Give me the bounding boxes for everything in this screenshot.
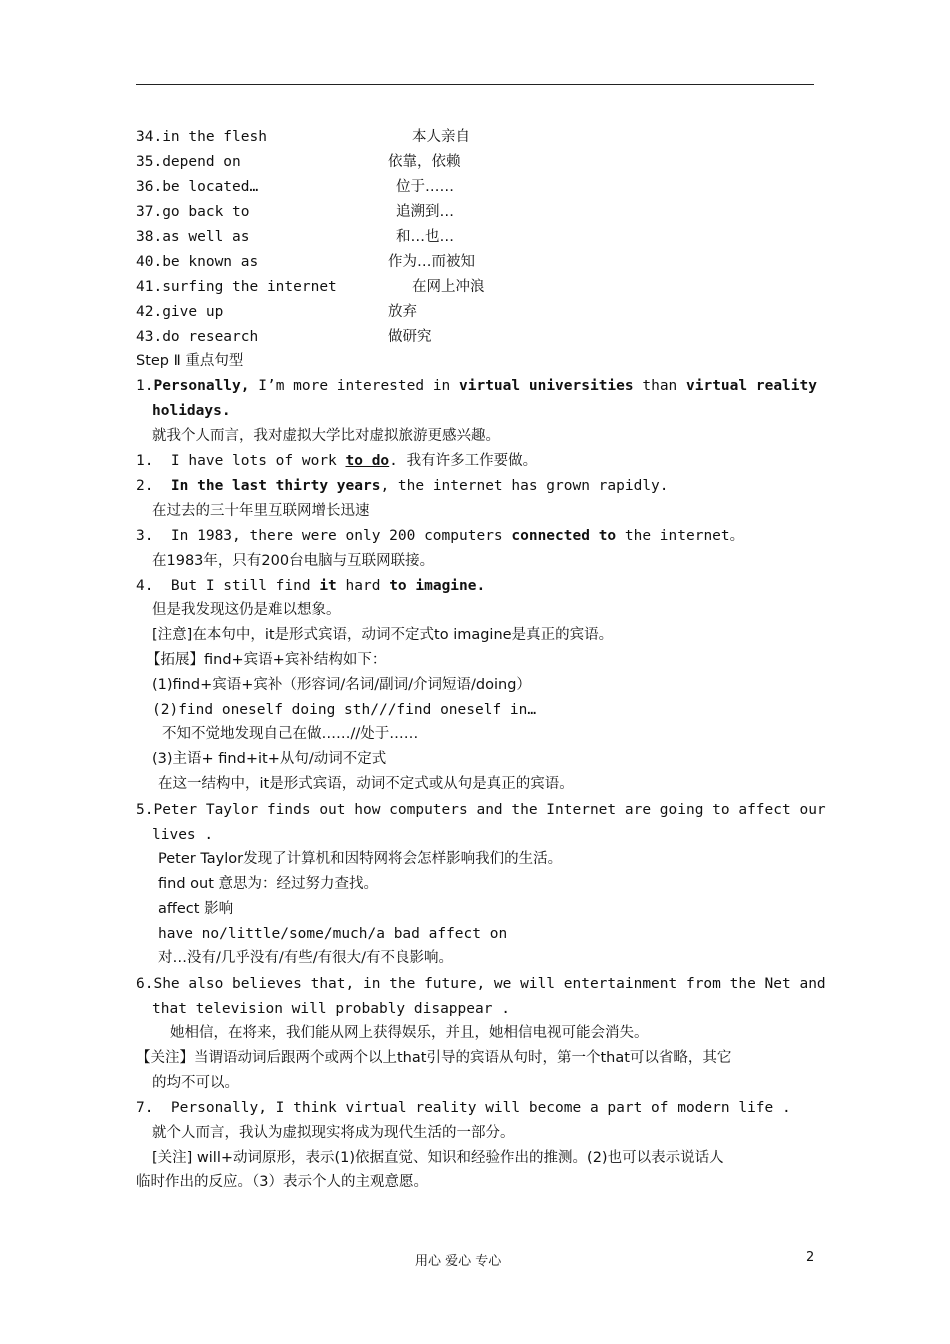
phrase-english: 38.as well as — [136, 229, 250, 245]
sentence-5-translation: Peter Taylor发现了计算机和因特网将会怎样影响我们的生活。 — [158, 851, 563, 867]
phrase-english: 36.be located… — [136, 179, 259, 195]
sentence-4-ext-1: (1)find+宾语+宾补（形容词/名词/副词/介词短语/doing） — [152, 677, 531, 693]
sentence-4-ext-3: (3)主语+ find+it+从句/动词不定式 — [152, 751, 387, 767]
phrase-chinese: 追溯到… — [396, 204, 454, 220]
phrase-english: 42.give up — [136, 304, 224, 320]
sentence-4: 4. But I still find it hard to imagine. — [136, 578, 486, 594]
sentence-5-note-4: 对…没有/几乎没有/有些/有很大/有不良影响。 — [158, 950, 454, 966]
sentence-5-note-2: affect 影响 — [158, 901, 234, 917]
sentence-3-translation: 在1983年，只有200台电脑与互联网联接。 — [152, 553, 435, 569]
sentence-5-note-1: find out 意思为：经过努力查找。 — [158, 876, 378, 892]
sentence-1-line-1: 1.Personally, I’m more interested in virtual universities than virtual reality — [136, 378, 817, 394]
sentence-3: 3. In 1983, there were only 200 computers connected to the internet。 — [136, 528, 745, 544]
sentence-6-note-1: 【关注】当谓语动词后跟两个或两个以上that引导的宾语从句时，第一个that可以省略，其它 — [136, 1050, 732, 1066]
sentence-7-translation: 就个人而言，我认为虚拟现实将成为现代生活的一部分。 — [152, 1125, 515, 1141]
header-rule — [136, 84, 814, 85]
sentence-4-ext-2-translation: 不知不觉地发现自己在做……//处于…… — [162, 726, 419, 742]
sentence-5-line-2: lives . — [152, 827, 214, 843]
sentence-5-line-1: 5.Peter Taylor finds out how computers and the Internet are going to affect our — [136, 802, 826, 818]
sentence-6-translation: 她相信，在将来，我们能从网上获得娱乐，并且，她相信电视可能会消失。 — [170, 1025, 649, 1041]
sentence-2-translation: 在过去的三十年里互联网增长迅速 — [152, 503, 370, 519]
sentence-2: 2. In the last thirty years, the internet has grown rapidly. — [136, 478, 669, 494]
sentence-6-line-1: 6.She also believes that, in the future, we will entertainment from the Net and — [136, 976, 826, 992]
sentence-6-line-2: that television will probably disappear . — [152, 1001, 510, 1017]
phrase-chinese: 依靠，依赖 — [388, 154, 461, 170]
page-number: 2 — [806, 1250, 815, 1265]
phrase-chinese: 放弃 — [388, 304, 417, 320]
phrase-english: 34.in the flesh — [136, 129, 267, 145]
phrase-english: 37.go back to — [136, 204, 250, 220]
sentence-5-note-3: have no/little/some/much/a bad affect on — [158, 926, 508, 942]
sentence-7-note-2: 临时作出的反应。（3）表示个人的主观意愿。 — [136, 1174, 428, 1190]
sentence-7: 7. Personally, I think virtual reality will become a part of modern life . — [136, 1100, 791, 1116]
phrase-chinese: 作为…而被知 — [388, 254, 475, 270]
phrase-chinese: 位于…… — [396, 179, 454, 195]
footer-motto: 用心 爱心 专心 — [415, 1254, 502, 1269]
phrase-english: 41.surfing the internet — [136, 279, 337, 295]
sentence-4-translation: 但是我发现这仍是难以想象。 — [152, 602, 341, 618]
sentence-4-note: [注意]在本句中，it是形式宾语，动词不定式to imagine是真正的宾语。 — [152, 627, 614, 643]
phrase-chinese: 本人亲自 — [412, 129, 470, 145]
step-heading: Step Ⅱ 重点句型 — [136, 353, 244, 369]
sentence-6-note-2: 的均不可以。 — [152, 1075, 239, 1091]
sentence-4-ext-2: (2)find oneself doing sth///find oneself in… — [152, 702, 537, 718]
sentence-4-extension: 【拓展】find+宾语+宾补结构如下： — [146, 652, 387, 668]
sentence-7-note-1: [关注] will+动词原形，表示(1)依据直觉、知识和经验作出的推测。(2)也可以表示说话人 — [152, 1150, 724, 1166]
phrase-chinese: 做研究 — [388, 329, 432, 345]
phrase-english: 43.do research — [136, 329, 259, 345]
phrase-english: 35.depend on — [136, 154, 241, 170]
sentence-1b: 1. I have lots of work to do. 我有许多工作要做。 — [136, 453, 538, 469]
phrase-chinese: 在网上冲浪 — [412, 279, 485, 295]
sentence-1-translation: 就我个人而言，我对虚拟大学比对虚拟旅游更感兴趣。 — [152, 428, 500, 444]
sentence-1-line-2: holidays. — [152, 403, 231, 419]
sentence-4-ext-3-translation: 在这一结构中，it是形式宾语，动词不定式或从句是真正的宾语。 — [158, 776, 574, 792]
phrase-chinese: 和…也… — [396, 229, 454, 245]
phrase-english: 40.be known as — [136, 254, 259, 270]
